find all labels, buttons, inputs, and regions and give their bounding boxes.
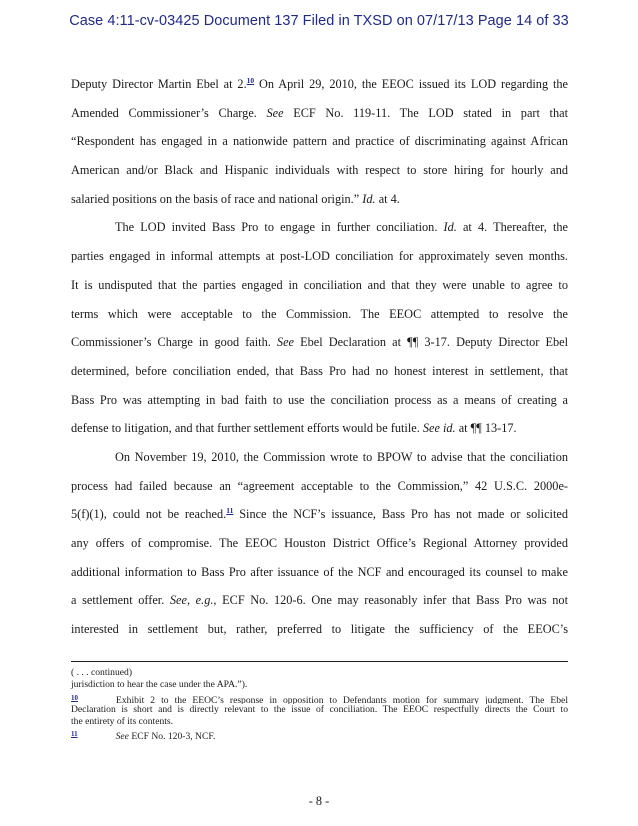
body-line-20: interested in settlement but, rather, preferred to litigate the sufficiency of the EEOC’s — [71, 622, 568, 637]
footnote-11: $^{11}$ See ECF No. 120-3, NCF. — [71, 730, 216, 743]
footnote-separator — [71, 661, 568, 662]
body-line-9: terms which were acceptable to the Commission. The EEOC attempted to resolve the — [71, 306, 568, 321]
body-line-16: 5(f)(1), could not be reached.$^{11}$ Since the NCF’s issuance, Bass Pro has not made or solicited — [71, 506, 568, 522]
footnote-continued-text: jurisdiction to hear the case under the APA.”). — [71, 679, 248, 691]
body-line-7: parties engaged in informal attempts at post-LOD conciliation for approximately seven months. — [71, 249, 568, 264]
body-text — [71, 70, 568, 644]
footnote-10-line-2: Declaration is short and is directly relevant to the issue of conciliation. The EEOC respectfully directs the Court to — [71, 703, 568, 715]
body-line-4: American and/or Black and Hispanic individuals with respect to store hiring for hourly and — [71, 163, 568, 178]
body-line-10: Commissioner’s Charge in good faith. See Ebel Declaration at ¶¶ 3-17. Deputy Director Ebel — [71, 335, 568, 350]
body-line-18: additional information to Bass Pro after issuance of the NCF and encouraged its counsel to make — [71, 564, 568, 579]
body-line-14: On November 19, 2010, the Commission wrote to BPOW to advise that the conciliation — [115, 449, 568, 464]
footnotes — [71, 667, 568, 744]
body-line-5: salaried positions on the basis of race and national origin.” Id. at 4. — [71, 191, 400, 206]
case-header-stamp: Case 4:11-cv-03425 Document 137 Filed in TXSD on 07/17/13 Page 14 of 33 — [69, 13, 569, 29]
footnote-continued-marker: ( . . . continued) — [71, 667, 133, 678]
footnote-11-mark[interactable]: 11 — [71, 730, 78, 739]
body-line-2: Amended Commissioner’s Charge. See ECF No. 119-11. The LOD stated in part that — [71, 105, 568, 120]
body-line-17: any offers of compromise. The EEOC Houston District Office’s Regional Attorney provided — [71, 536, 568, 550]
body-line-6: The LOD invited Bass Pro to engage in further conciliation. Id. at 4. Thereafter, the — [115, 220, 568, 235]
body-line-1: Deputy Director Martin Ebel at 2.10 On April 29, 2010, the EEOC issued its LOD regarding the — [71, 76, 568, 91]
body-line-12: Bass Pro was attempting in bad faith to use the conciliation process as a means of creating a — [71, 392, 568, 407]
footnote-10-line-1: $^{10}$ Exhibit 2 to the EEOC’s response in opposition to Defendants motion for summary judgment. The Ebel — [71, 693, 568, 704]
body-line-11: determined, before conciliation ended, that Bass Pro had no honest interest in settlement, that — [71, 363, 568, 378]
body-line-19: a settlement offer. See, e.g., ECF No. 120-6. One may reasonably infer that Bass Pro was not — [71, 593, 568, 608]
body-line-3: “Respondent has engaged in a nationwide pattern and practice of discriminating against African — [71, 134, 568, 149]
body-line-13: defense to litigation, and that further settlement efforts would be futile. See id. at ¶¶ 13-17. — [71, 421, 517, 436]
body-line-15: process had failed because an “agreement acceptable to the Commission,” 42 U.S.C. 2000e- — [71, 478, 568, 493]
footnote-ref-10[interactable]: 10 — [246, 76, 255, 85]
body-line-8: It is undisputed that the parties engaged in conciliation and that they were unable to agree to — [71, 277, 568, 292]
page-number: - 8 - — [308, 794, 330, 808]
footnote-ref-11[interactable]: 11 — [226, 506, 234, 516]
footnote-10-mark[interactable]: 10 — [71, 693, 78, 702]
footnote-10-line-3: the entirety of its contents. — [71, 716, 174, 728]
